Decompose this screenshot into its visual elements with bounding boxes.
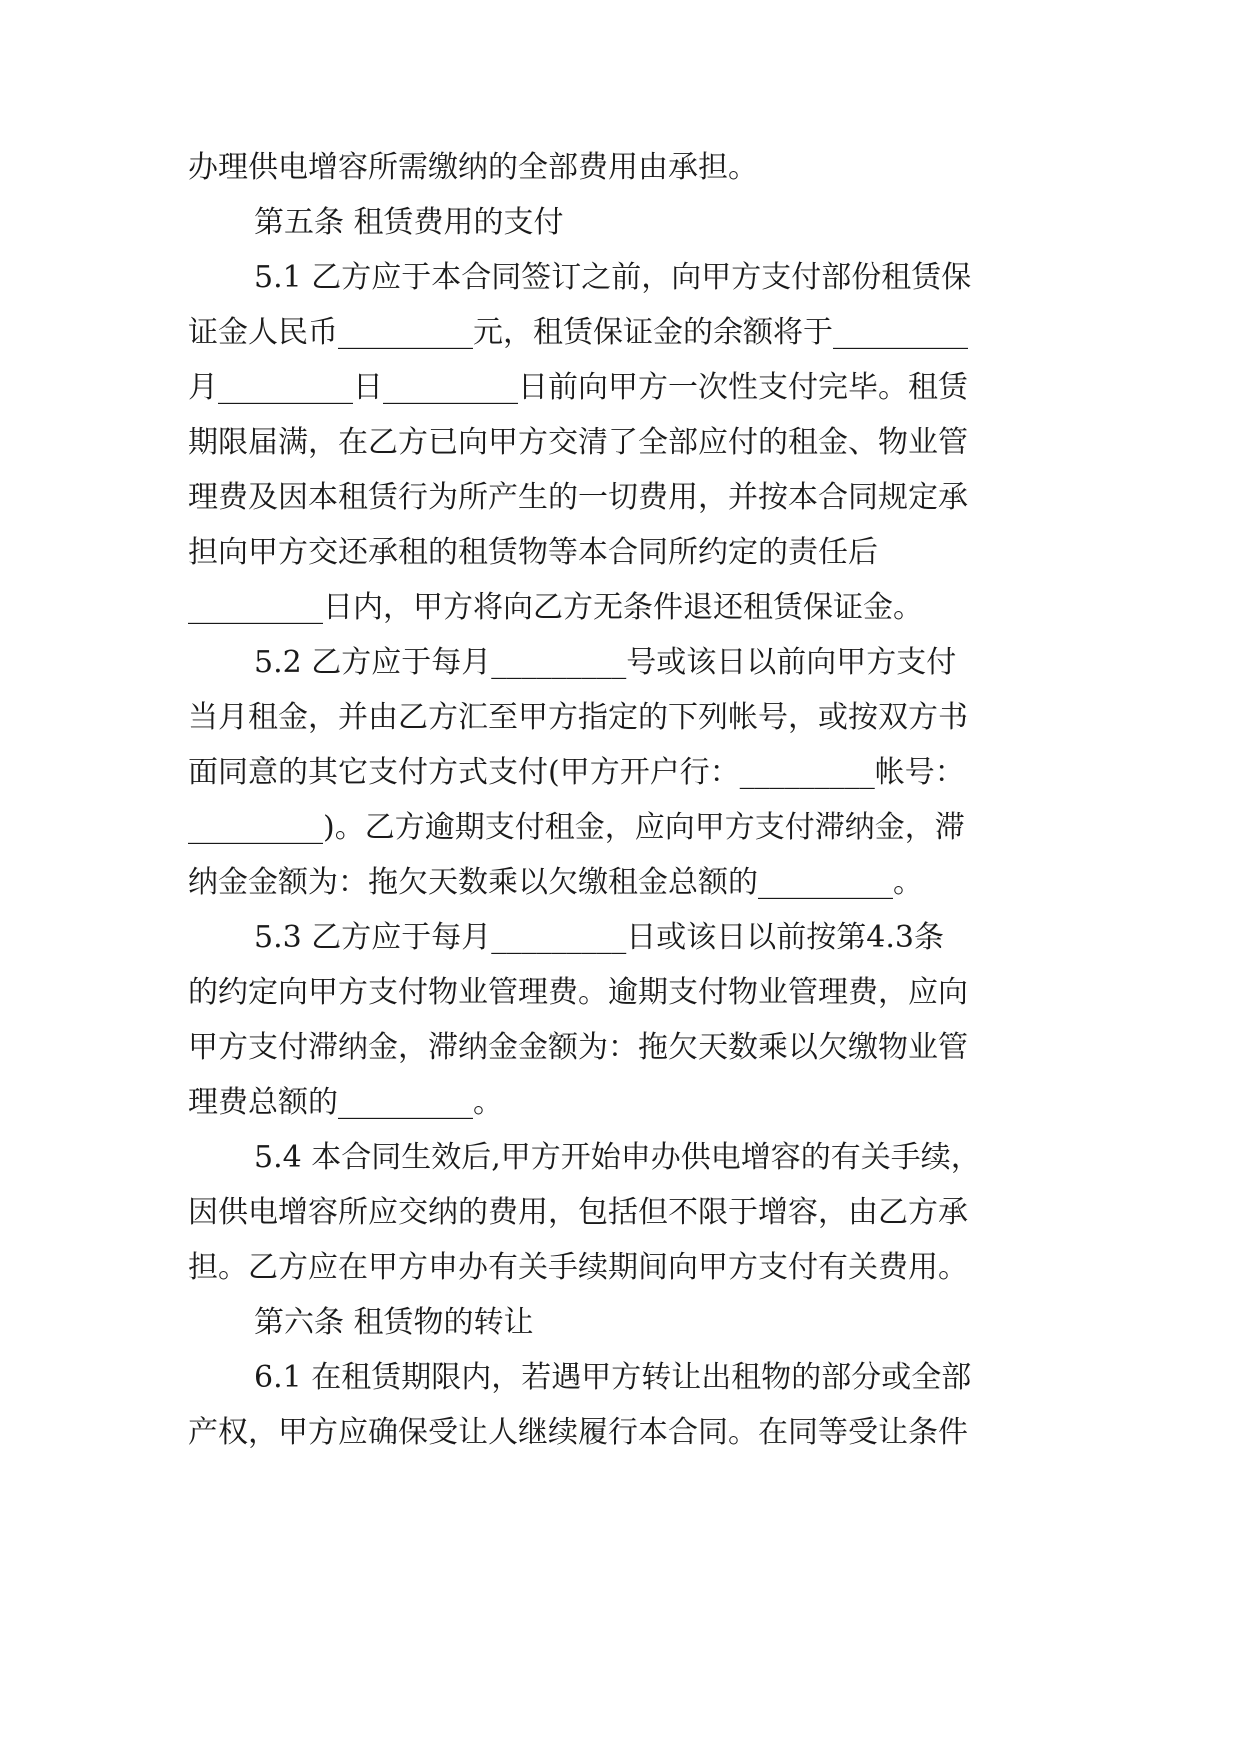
text-line: 办理供电增容所需缴纳的全部费用由承担。: [188, 150, 758, 185]
text-line: 甲方支付滞纳金，滞纳金金额为：拖欠天数乘以欠缴物业管: [188, 1030, 968, 1065]
section-heading: 第六条 租赁物的转让: [254, 1305, 534, 1340]
text-line: 面同意的其它支付方式支付(甲方开户行：_________帐号：: [188, 755, 965, 790]
clause-line: 5.3 乙方应于每月_________日或该日以前按第4.3条: [254, 920, 944, 955]
section-heading: 第五条 租赁费用的支付: [254, 205, 564, 240]
text-line: 月_________日_________日前向甲方一次性支付完毕。租赁: [188, 370, 968, 405]
clause-line: 5.2 乙方应于每月_________号或该日以前向甲方支付: [254, 645, 957, 680]
text-line: 期限届满，在乙方已向甲方交清了全部应付的租金、物业管: [188, 425, 968, 460]
text-line: 担向甲方交还承租的租赁物等本合同所约定的责任后: [188, 535, 878, 570]
text-line: 理费及因本租赁行为所产生的一切费用，并按本合同规定承: [188, 480, 968, 515]
clause-line: 5.4 本合同生效后,甲方开始申办供电增容的有关手续，: [254, 1140, 981, 1175]
text-line: _________日内，甲方将向乙方无条件退还租赁保证金。: [188, 590, 923, 625]
text-line: 产权，甲方应确保受让人继续履行本合同。在同等受让条件: [188, 1415, 968, 1450]
text-line: 因供电增容所应交纳的费用，包括但不限于增容，由乙方承: [188, 1195, 968, 1230]
clause-line: 6.1 在租赁期限内，若遇甲方转让出租物的部分或全部: [254, 1360, 972, 1395]
text-line: 当月租金，并由乙方汇至甲方指定的下列帐号，或按双方书: [188, 700, 968, 735]
text-line: 理费总额的_________。: [188, 1085, 503, 1120]
text-line: _________)。乙方逾期支付租金，应向甲方支付滞纳金，滞: [188, 810, 965, 845]
clause-line: 5.1 乙方应于本合同签订之前，向甲方支付部份租赁保: [254, 260, 972, 295]
text-line: 纳金金额为：拖欠天数乘以欠缴租金总额的_________。: [188, 865, 923, 900]
text-line: 证金人民币_________元，租赁保证金的余额将于_________: [188, 315, 968, 350]
text-line: 的约定向甲方支付物业管理费。逾期支付物业管理费，应向: [188, 975, 968, 1010]
text-line: 担。乙方应在甲方申办有关手续期间向甲方支付有关费用。: [188, 1250, 968, 1285]
